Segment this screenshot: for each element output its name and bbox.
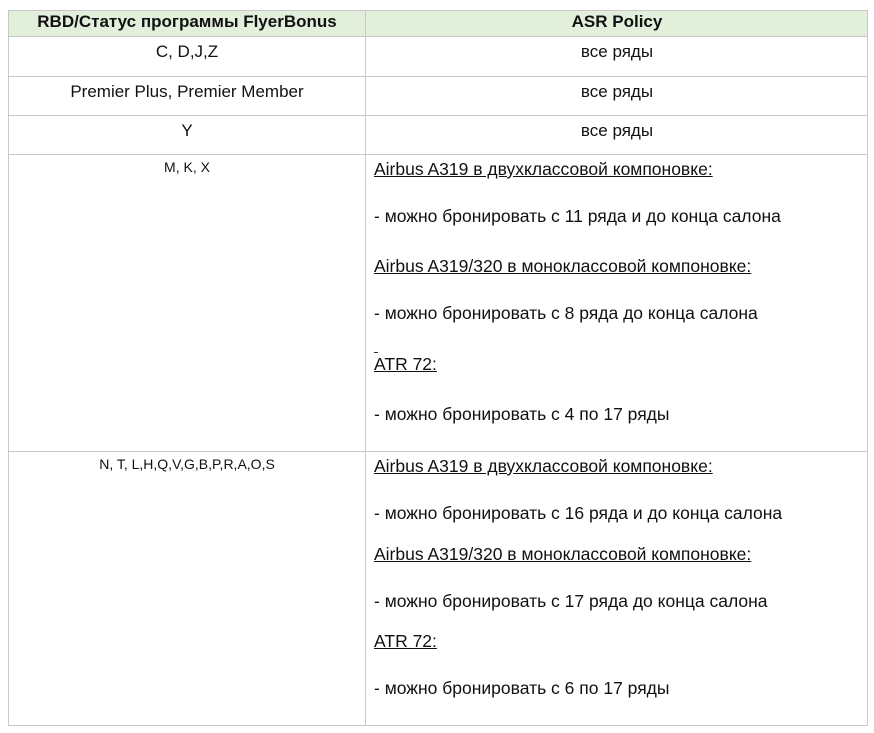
grid-line — [8, 154, 868, 155]
rbd-cell: N, T, L,H,Q,V,G,B,P,R,A,O,S — [99, 456, 275, 472]
policy-aircraft-heading: ATR 72: — [374, 354, 437, 374]
grid-line — [8, 115, 868, 116]
column-header-asr-policy: ASR Policy — [571, 12, 663, 31]
policy-rule: - можно бронировать с 17 ряда до конца салона — [374, 591, 768, 611]
grid-line — [8, 10, 9, 726]
grid-line — [867, 10, 868, 726]
rbd-cell: Premier Plus, Premier Member — [70, 82, 304, 101]
policy-aircraft-heading: Airbus A319 в двухклассовой компоновке: — [374, 456, 713, 476]
policy-rule: - можно бронировать с 8 ряда до конца салона — [374, 303, 758, 323]
policy-aircraft-heading: ATR 72: — [374, 631, 437, 651]
policy-aircraft-heading: Airbus A319/320 в моноклассовой компоновке: — [374, 256, 752, 276]
stray-dash-mark — [374, 352, 378, 353]
grid-line — [365, 10, 366, 726]
rbd-cell: C, D,J,Z — [155, 42, 219, 61]
rbd-cell: M, K, X — [164, 159, 210, 175]
grid-line — [8, 76, 868, 77]
grid-line — [8, 725, 868, 726]
policy-rule: - можно бронировать с 6 по 17 ряды — [374, 678, 670, 698]
policy-cell: все ряды — [580, 121, 654, 140]
policy-aircraft-heading: Airbus A319/320 в моноклассовой компоновке: — [374, 544, 752, 564]
rbd-cell: Y — [181, 121, 193, 140]
grid-line — [8, 10, 868, 11]
policy-rule: - можно бронировать с 4 по 17 ряды — [374, 404, 670, 424]
policy-aircraft-heading: Airbus A319 в двухклассовой компоновке: — [374, 159, 713, 179]
column-header-rbd: RBD/Статус программы FlyerBonus — [37, 12, 337, 31]
policy-cell: все ряды — [580, 82, 654, 101]
policy-rule: - можно бронировать с 11 ряда и до конца салона — [374, 206, 781, 226]
policy-rule: - можно бронировать с 16 ряда и до конца салона — [374, 503, 783, 523]
grid-line — [8, 36, 868, 37]
policy-cell: все ряды — [580, 42, 654, 61]
grid-line — [8, 451, 868, 452]
